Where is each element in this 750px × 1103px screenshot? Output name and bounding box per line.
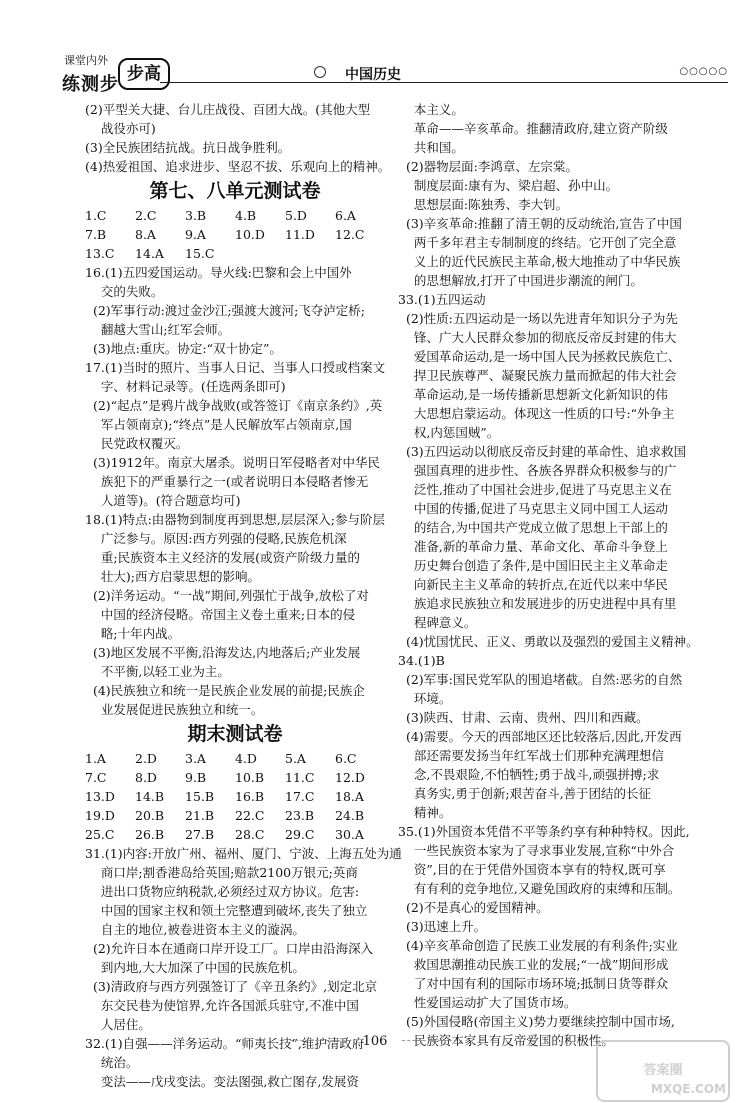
mc-answer: 8.A	[135, 227, 156, 242]
answer-line: 34.(1)B	[398, 653, 445, 668]
answer-line: 35.(1)外国资本凭借不平等条约享有种种特权。因此,	[398, 824, 690, 839]
mc-answer: 27.B	[185, 827, 215, 842]
mc-answer: 6.C	[335, 751, 357, 766]
answer-line: 精神。	[398, 805, 452, 820]
mc-answer: 16.B	[235, 789, 265, 804]
answer-line: 民党政权覆灭。	[85, 436, 189, 451]
answer-line: 制度层面:康有为、梁启超、孙中山。	[398, 178, 619, 193]
answer-line: 泛性,推动了中国社会进步,促进了马克思主义在	[398, 482, 672, 497]
mc-answer: 10.D	[235, 227, 265, 242]
emblem-icon	[314, 66, 326, 78]
mc-answer-row	[85, 787, 385, 806]
answer-line: 战役亦可)	[85, 121, 156, 136]
answer-line: 18.(1)特点:由器物到制度再到思想,层层深入;参与阶层	[85, 512, 385, 527]
mc-answer-row	[85, 749, 385, 768]
mc-answer: 13.C	[85, 246, 115, 261]
answer-line: (5)外国侵略(帝国主义)势力要继续控制中国市场,	[398, 1014, 675, 1029]
watermark-logo: 答案圈	[596, 1040, 730, 1102]
answer-line: 大思想启蒙运动。体现这一性质的口号:“外争主	[398, 406, 675, 421]
mc-answer: 19.D	[85, 808, 115, 823]
answer-line: 变法——戊戌变法。变法图强,救亡图存,发展资	[85, 1074, 359, 1089]
mc-answer: 21.B	[185, 808, 215, 823]
answer-line: (2)洋务运动。“一战”期间,列强忙于战争,放松了对	[85, 588, 369, 603]
answer-line: 自主的地位,被卷进资本主义的漩涡。	[85, 922, 305, 937]
answer-line: 人居住。	[85, 1017, 151, 1032]
answer-line: 真务实,勇于创新;艰苦奋斗,善于团结的长征	[398, 786, 652, 801]
answer-line: 字、材料记录等。(任选两条即可)	[85, 379, 286, 394]
mc-answer: 2.C	[135, 208, 157, 223]
answer-line: 一些民族资本家为了寻求事业发展,宣称“中外合	[398, 843, 675, 858]
answer-line: (4)热爱祖国、追求进步、坚忍不拔、乐观向上的精神。	[85, 159, 391, 174]
answer-line: 锋、广大人民群众参加的彻底反帝反封建的伟大	[398, 330, 677, 345]
mc-answer-row	[85, 768, 385, 787]
answer-line: 交的失败。	[85, 284, 164, 299]
footer-ornament-right	[402, 1040, 462, 1041]
answer-line: 两千多年君主专制制度的终结。它开创了完全意	[398, 235, 677, 250]
answer-line: 人道等)。(符合题意均可)	[85, 493, 241, 508]
answer-line: 重;民族资本主义经济的发展(或资产阶级力量的	[85, 550, 360, 565]
answer-line: (2)平型关大捷、台儿庄战役、百团大战。(其他大型	[85, 102, 371, 117]
answer-line: (2)性质:五四运动是一场以先进青年知识分子为先	[398, 311, 678, 326]
answer-line: 爱国革命运动,是一场中国人民为拯救民族危亡、	[398, 349, 681, 364]
answer-line: 31.(1)内容:开放广州、福州、厦门、宁波、上海五处为通	[85, 846, 402, 861]
answer-line: 到内地,大大加深了中国的民族危机。	[85, 960, 305, 975]
brand-logo-text: 练测步	[62, 74, 119, 95]
answer-line: 广泛参与。原因:西方列强的侵略,民族危机深	[85, 531, 347, 546]
answer-line: (3)1912年。南京大屠杀。说明日军侵略者对中华民	[85, 455, 380, 470]
mc-answer: 8.D	[135, 770, 157, 785]
answer-line: (2)“起点”是鸦片战争战败(或答签订《南京条约》,英	[85, 398, 383, 413]
answer-line: 了对中国有利的国际市场环境;抵制日货等群众	[398, 976, 669, 991]
answer-line: 17.(1)当时的照片、当事人日记、当事人口授或档案文	[85, 360, 386, 375]
answer-line: 革命运动,是一场传播新思想新文化新知识的伟	[398, 387, 668, 402]
answer-line: 的思想解放,打开了中国进步潮流的闸门。	[398, 273, 643, 288]
mc-answer: 11.D	[285, 227, 315, 242]
mc-answer: 5.D	[285, 208, 307, 223]
footer-ornament-left	[290, 1040, 350, 1041]
mc-answer: 6.A	[335, 208, 356, 223]
subject-title: 中国历史	[345, 67, 401, 83]
answer-line: 本主义。	[398, 102, 464, 117]
mc-answer: 12.C	[335, 227, 365, 242]
mc-answer: 26.B	[135, 827, 165, 842]
mc-answer: 4.D	[235, 751, 257, 766]
mc-answer: 13.D	[85, 789, 115, 804]
watermark-url: MXQE.COM	[650, 1082, 726, 1096]
mc-answer: 22.C	[235, 808, 265, 823]
mc-answer-row	[85, 206, 385, 225]
right-column	[398, 100, 699, 1050]
answer-line: (2)器物层面:李鸿章、左宗棠。	[398, 159, 578, 174]
answer-line: (3)清政府与西方列强签订了《辛丑条约》,划定北京	[85, 979, 378, 994]
answer-line: 统治。	[85, 1055, 139, 1070]
answer-line: 族犯下的严重暴行之一(或者说明日本侵略者惨无	[85, 474, 369, 489]
answer-line: 强国真理的进步性、各族各界群众积极参与的广	[398, 463, 677, 478]
mc-answer: 28.C	[235, 827, 265, 842]
mc-answer: 7.B	[85, 227, 107, 242]
answer-line: 环境。	[398, 691, 452, 706]
answer-line: 思想层面:陈独秀、李大钊。	[398, 197, 569, 212]
page-header	[0, 0, 750, 98]
mc-answer: 1.A	[85, 751, 106, 766]
answer-line: 有有利的竞争地位,又避免国政府的束缚和压制。	[398, 881, 681, 896]
answer-line: 商口岸;割香港岛给英国;赔款2100万银元;英商	[85, 865, 358, 880]
mc-answer: 5.A	[285, 751, 306, 766]
final-mc-answers	[85, 749, 385, 844]
mc-answer: 10.B	[235, 770, 265, 785]
answer-line: (2)允许日本在通商口岸开设工厂。口岸由沿海深入	[85, 941, 374, 956]
answer-line: (3)地点:重庆。协定:“双十协定”。	[85, 341, 282, 356]
answer-line: (3)迅速上升。	[398, 919, 487, 934]
page-number: 106	[362, 1034, 388, 1049]
mc-answer: 9.B	[185, 770, 207, 785]
mc-answer: 4.B	[235, 208, 257, 223]
answer-line: 救国思潮推动民族工业的发展;“一战”期间形成	[398, 957, 669, 972]
answer-line: 业发展促进民族独立和统一。	[85, 702, 264, 717]
mc-answer: 7.C	[85, 770, 107, 785]
mc-answer-row	[85, 806, 385, 825]
answer-line: 翻越大雪山;红军会师。	[85, 322, 231, 337]
mc-answer: 11.C	[285, 770, 315, 785]
answer-line: (2)军事行动:渡过金沙江;强渡大渡河;飞夺泸定桥;	[85, 303, 365, 318]
answer-line: 中国的传播,促进了马克思主义同中国工人运动	[398, 501, 668, 516]
mc-answer: 30.A	[335, 827, 364, 842]
answer-line: (4)民族独立和统一是民族企业发展的前提;民族企	[85, 683, 365, 698]
mc-answer: 20.B	[135, 808, 165, 823]
mc-answer: 9.A	[185, 227, 206, 242]
answer-line: 的结合,为中国共产党成立做了思想上干部上的	[398, 520, 668, 535]
answer-line: 义上的近代民族民主革命,极大地推动了中华民族	[398, 254, 681, 269]
answer-line: 33.(1)五四运动	[398, 292, 486, 307]
unit-mc-answers	[85, 206, 385, 263]
answer-line: 权,内惩国贼”。	[398, 425, 500, 440]
answer-line: (4)辛亥革命创造了民族工业发展的有利条件;实业	[398, 938, 678, 953]
answer-line: 部还需要发扬当年红军战士们那种充满理想信	[398, 748, 664, 763]
answer-line: 族追求民族独立和发展进步的历史进程中具有里	[398, 596, 677, 611]
answer-line: (3)地区发展不平衡,沿海发达,内地落后;产业发展	[85, 645, 361, 660]
header-rule	[160, 82, 728, 83]
mc-answer: 3.A	[185, 751, 206, 766]
mc-answer: 14.A	[135, 246, 164, 261]
brand-badge: 步高	[118, 58, 170, 90]
answer-line: 捍卫民族尊严、凝聚民族力量而掀起的伟大社会	[398, 368, 677, 383]
mc-answer-row	[85, 825, 385, 844]
answer-line: (3)辛亥革命:推翻了清王朝的反动统治,宣告了中国	[398, 216, 682, 231]
answer-line: (4)忧国忧民、正义、勇敢以及强烈的爱国主义精神。	[398, 634, 699, 649]
unit-test-title: 第七、八单元测试卷	[149, 180, 321, 202]
answer-line: 程碑意义。	[398, 615, 477, 630]
answer-line: 略;十年内战。	[85, 626, 181, 641]
answer-line: 进出口货物应纳税款,必须经过双方协议。危害:	[85, 884, 360, 899]
answer-line: (2)不是真心的爱国精神。	[398, 900, 549, 915]
mc-answer: 23.B	[285, 808, 315, 823]
answer-line: 共和国。	[398, 140, 464, 155]
brand-subtitle: 课堂内外	[64, 54, 108, 67]
mc-answer: 2.D	[135, 751, 157, 766]
answer-line: 中国的经济侵略。帝国主义卷土重来;日本的侵	[85, 607, 356, 622]
answer-line: (3)全民族团结抗战。抗日战争胜利。	[85, 140, 291, 155]
answer-line: (3)五四运动以彻底反帝反封建的革命性、追求救国	[398, 444, 687, 459]
answer-line: 民族资本家具有反帝爱国的积极性。	[398, 1033, 614, 1048]
dots-ornament-icon: ○○○○○	[679, 66, 728, 77]
mc-answer: 15.B	[185, 789, 215, 804]
answer-line: 性爱国运动扩大了国货市场。	[398, 995, 577, 1010]
answer-line: 念,不畏艰险,不怕牺牲;勇于战斗,顽强拼搏;求	[398, 767, 660, 782]
answer-line: 16.(1)五四爱国运动。导火线:巴黎和会上中国外	[85, 265, 352, 280]
mc-answer: 29.C	[285, 827, 315, 842]
mc-answer: 24.B	[335, 808, 365, 823]
final-test-title: 期末测试卷	[187, 723, 283, 745]
mc-answer: 17.C	[285, 789, 315, 804]
answer-line: (2)军事:国民党军队的围追堵截。自然:恶劣的自然	[398, 672, 683, 687]
mc-answer: 3.B	[185, 208, 207, 223]
mc-answer: 25.C	[85, 827, 115, 842]
answer-line: (4)需要。今天的西部地区还比较落后,因此,开发西	[398, 729, 682, 744]
answer-line: 准备,新的革命力量、革命文化、革命斗争登上	[398, 539, 668, 554]
answer-line: 向新民主主义革命的转折点,在近代以来中华民	[398, 577, 668, 592]
mc-answer-row	[85, 244, 385, 263]
answer-line: 32.(1)自强——洋务运动。“师夷长技”,维护清政府	[85, 1036, 365, 1051]
answer-line: 中国的国家主权和领土完整遭到破坏,丧失了独立	[85, 903, 368, 918]
answer-line: 不平衡,以轻工业为主。	[85, 664, 230, 679]
mc-answer: 1.C	[85, 208, 107, 223]
mc-answer: 14.B	[135, 789, 165, 804]
mc-answer: 12.D	[335, 770, 365, 785]
answer-line: 资”,目的在于凭借外国资本享有的特权,既可享	[398, 862, 666, 877]
left-column	[85, 100, 402, 1091]
mc-answer: 18.A	[335, 789, 364, 804]
answer-line: 东交民巷为使馆界,允许各国派兵驻守,不准中国	[85, 998, 359, 1013]
answer-line: 壮大);西方启蒙思想的影响。	[85, 569, 260, 584]
answer-line: 历史舞台创造了条件,是中国旧民主主义革命走	[398, 558, 668, 573]
answer-line: 革命——辛亥革命。推翻清政府,建立资产阶级	[398, 121, 668, 136]
answer-line: (3)陕西、甘肃、云南、贵州、四川和西藏。	[398, 710, 649, 725]
answer-line: 军占领南京);“终点”是人民解放军占领南京,国	[85, 417, 352, 432]
mc-answer: 15.C	[185, 246, 215, 261]
mc-answer-row	[85, 225, 385, 244]
